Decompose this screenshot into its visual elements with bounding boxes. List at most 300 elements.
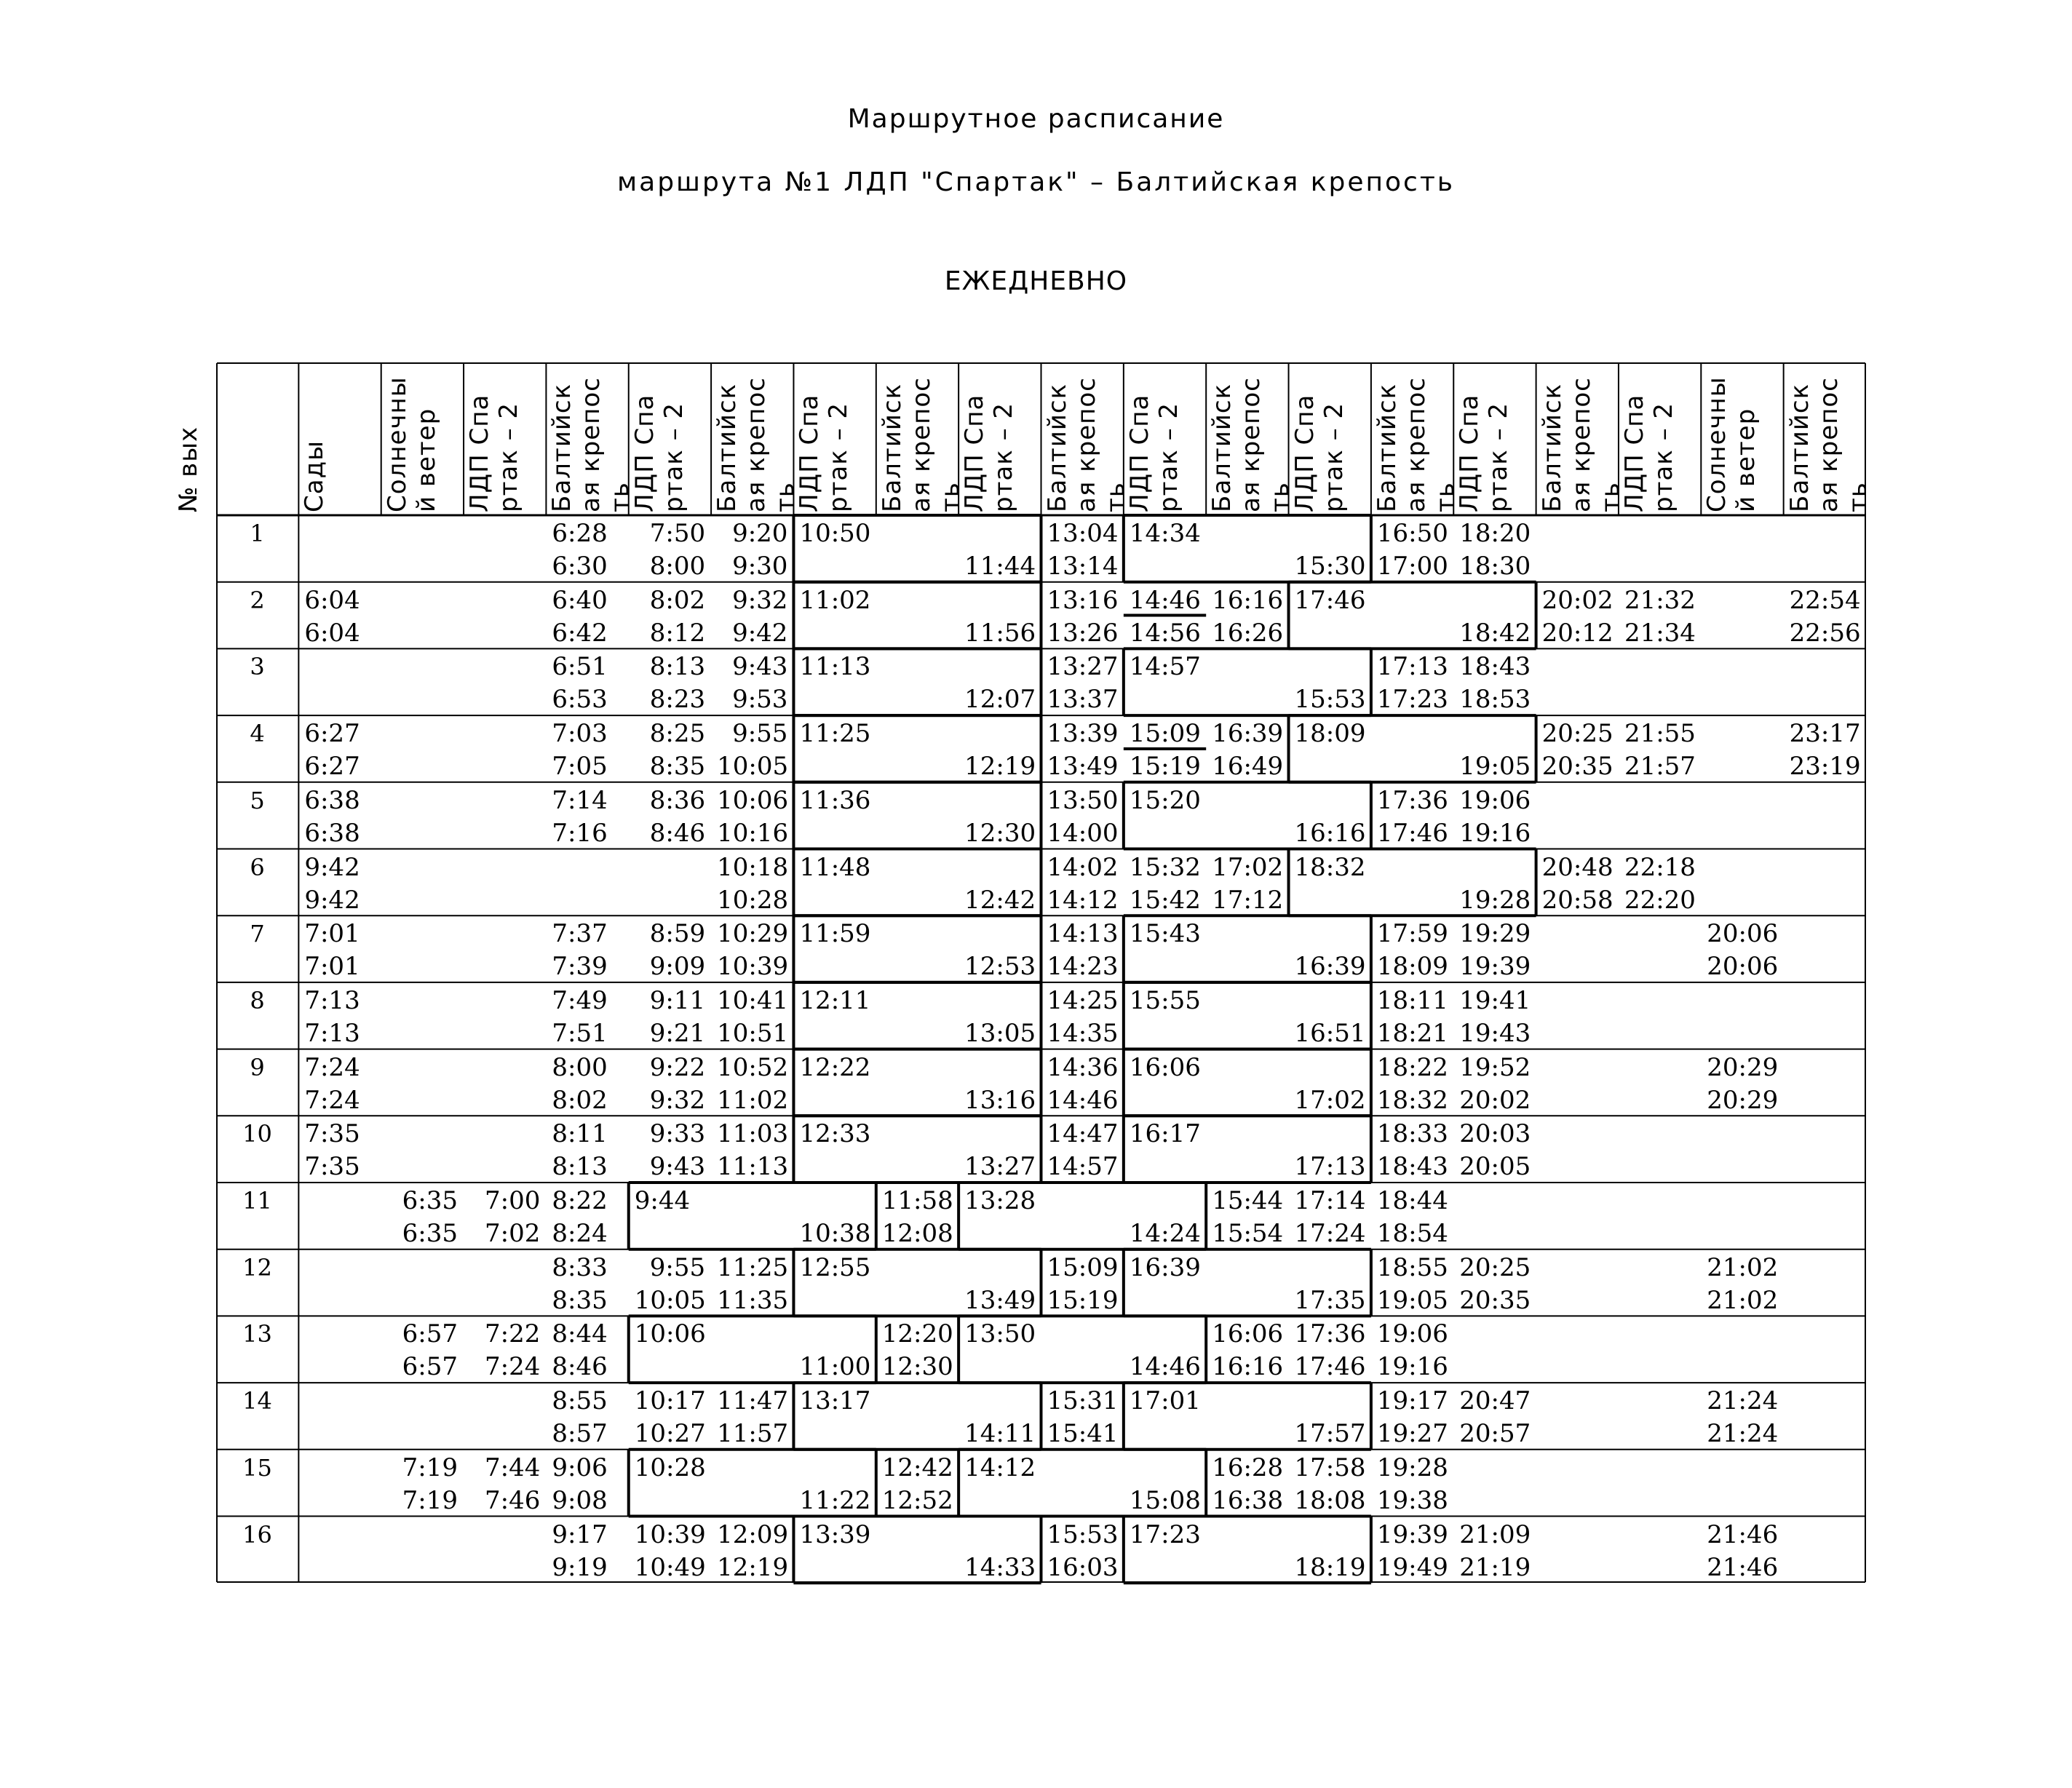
time-cell: 15:53 [1047, 1519, 1119, 1549]
column-header [632, 362, 710, 515]
time-cell: 11:58 [881, 1186, 953, 1215]
time-cell: 10:29 [717, 919, 789, 949]
time-cell: 7:14 [552, 785, 608, 815]
time-cell: 16:16 [1212, 585, 1284, 615]
time-cell: 6:53 [552, 685, 608, 715]
time-cell: 17:36 [1376, 785, 1448, 815]
time-cell: 21:57 [1624, 752, 1696, 782]
time-cell: 7:01 [304, 952, 360, 982]
column-header-label: ЛДП Спа ртак – 2 [465, 394, 524, 512]
time-cell: 14:12 [1047, 885, 1119, 915]
time-cell: 18:32 [1294, 852, 1366, 882]
time-cell: 18:22 [1376, 1052, 1448, 1082]
column-header [1372, 362, 1460, 515]
time-cell: 17:46 [1294, 1352, 1366, 1382]
time-cell: 8:23 [649, 685, 706, 715]
time-cell: 10:17 [634, 1386, 706, 1416]
column-header [467, 362, 544, 515]
time-cell: 7:24 [485, 1352, 541, 1382]
time-cell: 11:02 [799, 585, 871, 615]
time-cell: 11:13 [799, 652, 871, 682]
time-cell: 6:38 [304, 818, 360, 848]
time-cell: 21:34 [1624, 618, 1696, 648]
time-cell: 13:49 [1047, 752, 1119, 782]
time-cell: 11:13 [717, 1152, 789, 1182]
time-cell: 16:39 [1294, 952, 1366, 982]
time-cell: 17:12 [1212, 885, 1284, 915]
row-number: 7 [250, 920, 265, 948]
time-cell: 10:39 [717, 952, 789, 982]
column-header-label: ЛДП Спа ртак – 2 [1290, 394, 1349, 512]
column-header-label: ЛДП Спа ртак – 2 [1619, 394, 1678, 512]
time-cell: 9:09 [649, 952, 706, 982]
time-cell: 17:46 [1376, 818, 1448, 848]
time-cell: 13:05 [964, 1018, 1036, 1048]
time-cell: 20:29 [1707, 1052, 1779, 1082]
time-cell: 7:03 [552, 719, 608, 749]
time-cell: 15:53 [1294, 685, 1366, 715]
time-cell: 18:30 [1459, 552, 1531, 581]
time-cell: 19:39 [1459, 952, 1531, 982]
time-cell: 14:23 [1047, 952, 1119, 982]
column-header [796, 362, 874, 515]
time-cell: 12:42 [881, 1453, 953, 1482]
time-cell: 14:11 [964, 1419, 1036, 1449]
time-cell: 9:55 [732, 719, 788, 749]
time-cell: 8:55 [552, 1386, 608, 1416]
time-cell: 11:47 [717, 1386, 789, 1416]
time-cell: 8:25 [649, 719, 706, 749]
column-header [1537, 362, 1625, 515]
column-header-label: ЛДП Спа ртак – 2 [630, 394, 688, 512]
column-header-label: Балтийск ая крепос ть [1042, 377, 1130, 512]
time-cell: 8:13 [649, 652, 706, 682]
row-number: 3 [250, 653, 265, 681]
time-cell: 17:35 [1294, 1285, 1366, 1315]
time-cell: 9:22 [649, 1052, 706, 1082]
time-cell: 11:36 [799, 785, 871, 815]
row-number: 2 [250, 586, 265, 614]
time-cell: 19:52 [1459, 1052, 1531, 1082]
time-cell: 19:05 [1459, 752, 1531, 782]
time-cell: 13:17 [799, 1386, 871, 1416]
time-cell: 15:42 [1129, 885, 1201, 915]
time-cell: 7:35 [304, 1119, 360, 1149]
column-header [1704, 362, 1782, 515]
time-cell: 7:16 [552, 818, 608, 848]
time-cell: 7:05 [552, 752, 608, 782]
time-cell: 13:04 [1047, 519, 1119, 548]
time-cell: 14:34 [1129, 519, 1201, 548]
time-cell: 8:02 [552, 1085, 608, 1115]
time-cell: 20:29 [1707, 1085, 1779, 1115]
time-cell: 20:06 [1707, 919, 1779, 949]
time-cell: 7:13 [304, 985, 360, 1015]
time-cell: 22:18 [1624, 852, 1696, 882]
time-cell: 7:51 [552, 1018, 608, 1048]
time-cell: 8:12 [649, 618, 706, 648]
time-cell: 12:19 [964, 752, 1036, 782]
time-cell: 18:09 [1294, 719, 1366, 749]
time-cell: 16:16 [1294, 818, 1366, 848]
time-cell: 16:06 [1212, 1319, 1284, 1349]
time-cell: 17:00 [1376, 552, 1448, 581]
time-cell: 18:09 [1376, 952, 1448, 982]
time-cell: 7:24 [304, 1052, 360, 1082]
time-cell: 12:22 [799, 1052, 871, 1082]
time-cell: 22:54 [1789, 585, 1861, 615]
time-cell: 9:43 [649, 1152, 706, 1182]
time-cell: 20:58 [1541, 885, 1613, 915]
time-cell: 8:46 [552, 1352, 608, 1382]
time-cell: 11:59 [799, 919, 871, 949]
time-cell: 9:53 [732, 685, 788, 715]
time-cell: 22:56 [1789, 618, 1861, 648]
time-cell: 19:39 [1376, 1519, 1448, 1549]
time-cell: 13:39 [1047, 719, 1119, 749]
time-cell: 17:02 [1212, 852, 1284, 882]
time-cell: 11:02 [717, 1085, 789, 1115]
time-cell: 13:37 [1047, 685, 1119, 715]
time-cell: 20:48 [1541, 852, 1613, 882]
time-cell: 12:20 [881, 1319, 953, 1349]
time-cell: 15:19 [1129, 752, 1201, 782]
time-cell: 20:25 [1459, 1252, 1531, 1282]
row-number: 1 [250, 520, 265, 547]
time-cell: 6:57 [402, 1352, 459, 1382]
time-cell: 18:20 [1459, 519, 1531, 548]
time-cell: 14:46 [1129, 1352, 1201, 1382]
time-cell: 10:52 [717, 1052, 789, 1082]
row-number: 12 [242, 1253, 272, 1282]
time-cell: 18:42 [1459, 618, 1531, 648]
column-header [384, 362, 462, 515]
time-cell: 19:43 [1459, 1018, 1531, 1048]
time-cell: 19:29 [1459, 919, 1531, 949]
time-cell: 16:28 [1212, 1453, 1284, 1482]
time-cell: 12:07 [964, 685, 1036, 715]
time-cell: 15:32 [1129, 852, 1201, 882]
time-cell: 15:08 [1129, 1485, 1201, 1515]
time-cell: 20:02 [1541, 585, 1613, 615]
time-cell: 9:11 [649, 985, 706, 1015]
time-cell: 15:31 [1047, 1386, 1119, 1416]
row-number: 14 [242, 1387, 272, 1415]
time-cell: 8:46 [649, 818, 706, 848]
time-cell: 10:05 [634, 1285, 706, 1315]
time-cell: 23:19 [1789, 752, 1861, 782]
time-cell: 12:55 [799, 1252, 871, 1282]
row-number: 6 [250, 853, 265, 881]
time-cell: 6:04 [304, 618, 360, 648]
time-cell: 15:19 [1047, 1285, 1119, 1315]
time-cell: 10:06 [634, 1319, 706, 1349]
time-cell: 10:39 [634, 1519, 706, 1549]
route-subtitle: маршрута №1 ЛДП "Спартак" – Балтийская крепость [616, 167, 1456, 197]
time-cell: 6:42 [552, 618, 608, 648]
time-cell: 10:51 [717, 1018, 789, 1048]
time-cell: 20:05 [1459, 1152, 1531, 1182]
time-cell: 21:24 [1707, 1419, 1779, 1449]
time-cell: 8:11 [552, 1119, 608, 1149]
time-cell: 6:27 [304, 719, 360, 749]
time-cell: 8:35 [649, 752, 706, 782]
time-cell: 19:41 [1459, 985, 1531, 1015]
time-cell: 21:24 [1707, 1386, 1779, 1416]
column-header-label: Сады [300, 440, 330, 512]
time-cell: 21:32 [1624, 585, 1696, 615]
time-cell: 16:26 [1212, 618, 1284, 648]
time-cell: 11:00 [799, 1352, 871, 1382]
time-cell: 14:33 [964, 1552, 1036, 1582]
time-cell: 18:43 [1459, 652, 1531, 682]
time-cell: 8:00 [649, 552, 706, 581]
time-cell: 17:46 [1294, 585, 1366, 615]
time-cell: 9:42 [304, 852, 360, 882]
time-cell: 9:19 [552, 1552, 608, 1582]
time-cell: 13:39 [799, 1519, 871, 1549]
time-cell: 14:13 [1047, 919, 1119, 949]
time-cell: 7:24 [304, 1085, 360, 1115]
time-cell: 9:06 [552, 1453, 608, 1482]
time-cell: 21:02 [1707, 1252, 1779, 1282]
time-cell: 14:36 [1047, 1052, 1119, 1082]
column-header-label: Балтийск ая крепос ть [1537, 377, 1625, 512]
row-number: 10 [242, 1120, 272, 1148]
time-cell: 20:06 [1707, 952, 1779, 982]
time-cell: 9:55 [649, 1252, 706, 1282]
table-grid [216, 362, 1866, 1583]
time-cell: 7:50 [649, 519, 706, 548]
time-cell: 22:20 [1624, 885, 1696, 915]
time-cell: 19:17 [1376, 1386, 1448, 1416]
time-cell: 12:33 [799, 1119, 871, 1149]
time-cell: 19:27 [1376, 1419, 1448, 1449]
time-cell: 7:00 [485, 1186, 541, 1215]
time-cell: 19:28 [1376, 1453, 1448, 1482]
time-cell: 20:35 [1541, 752, 1613, 782]
column-header [1785, 362, 1873, 515]
time-cell: 16:16 [1212, 1352, 1284, 1382]
time-cell: 8:57 [552, 1419, 608, 1449]
time-cell: 7:13 [304, 1018, 360, 1048]
time-cell: 9:32 [649, 1085, 706, 1115]
time-cell: 10:28 [717, 885, 789, 915]
time-cell: 14:46 [1129, 585, 1201, 615]
time-cell: 7:19 [402, 1453, 459, 1482]
time-cell: 9:30 [732, 552, 788, 581]
time-cell: 21:02 [1707, 1285, 1779, 1315]
time-cell: 13:27 [1047, 652, 1119, 682]
time-cell: 9:42 [304, 885, 360, 915]
time-cell: 16:51 [1294, 1018, 1366, 1048]
column-header-label: ЛДП Спа ртак – 2 [1124, 394, 1183, 512]
time-cell: 9:17 [552, 1519, 608, 1549]
time-cell: 7:44 [485, 1453, 541, 1482]
time-cell: 10:18 [717, 852, 789, 882]
time-cell: 13:16 [964, 1085, 1036, 1115]
time-cell: 7:22 [485, 1319, 541, 1349]
column-header-label: ЛДП Спа ртак – 2 [960, 394, 1019, 512]
time-cell: 12:30 [964, 818, 1036, 848]
time-cell: 9:42 [732, 618, 788, 648]
time-cell: 20:02 [1459, 1085, 1531, 1115]
document-title: Маршрутное расписание [847, 104, 1225, 134]
time-cell: 10:27 [634, 1419, 706, 1449]
time-cell: 14:02 [1047, 852, 1119, 882]
column-header [1124, 362, 1204, 515]
time-cell: 9:32 [732, 585, 788, 615]
time-cell: 17:57 [1294, 1419, 1366, 1449]
time-cell: 12:42 [964, 885, 1036, 915]
time-cell: 16:39 [1129, 1252, 1201, 1282]
time-cell: 12:52 [881, 1485, 953, 1515]
time-cell: 10:06 [717, 785, 789, 815]
time-cell: 8:02 [649, 585, 706, 615]
column-header [1292, 362, 1370, 515]
time-cell: 9:33 [649, 1119, 706, 1149]
time-cell: 11:48 [799, 852, 871, 882]
time-cell: 15:09 [1129, 719, 1201, 749]
time-cell: 15:20 [1129, 785, 1201, 815]
time-cell: 16:38 [1212, 1485, 1284, 1515]
time-cell: 13:26 [1047, 618, 1119, 648]
frequency-label: ЕЖЕДНЕВНО [944, 266, 1128, 296]
column-header [961, 362, 1039, 515]
time-cell: 14:57 [1047, 1152, 1119, 1182]
time-cell: 13:50 [1047, 785, 1119, 815]
time-cell: 13:50 [964, 1319, 1036, 1349]
column-header-label: Балтийск ая крепос ть [1372, 377, 1460, 512]
time-cell: 11:44 [964, 552, 1036, 581]
time-cell: 19:16 [1376, 1352, 1448, 1382]
time-cell: 7:19 [402, 1485, 459, 1515]
time-cell: 13:14 [1047, 552, 1119, 581]
time-cell: 17:23 [1129, 1519, 1201, 1549]
time-cell: 19:38 [1376, 1485, 1448, 1515]
column-header [1042, 362, 1130, 515]
time-cell: 17:13 [1376, 652, 1448, 682]
time-cell: 9:43 [732, 652, 788, 682]
time-cell: 8:35 [552, 1285, 608, 1315]
time-cell: 8:36 [649, 785, 706, 815]
time-cell: 12:09 [717, 1519, 789, 1549]
column-header [1207, 362, 1295, 515]
column-header [1619, 362, 1699, 515]
time-cell: 7:02 [485, 1219, 541, 1248]
time-cell: 14:24 [1129, 1219, 1201, 1248]
time-cell: 15:55 [1129, 985, 1201, 1015]
time-cell: 18:21 [1376, 1018, 1448, 1048]
time-cell: 20:57 [1459, 1419, 1531, 1449]
time-cell: 14:12 [964, 1453, 1036, 1482]
time-cell: 7:49 [552, 985, 608, 1015]
time-cell: 10:41 [717, 985, 789, 1015]
time-cell: 13:27 [964, 1152, 1036, 1182]
row-number: 16 [242, 1520, 272, 1549]
time-cell: 10:28 [634, 1453, 706, 1482]
column-header-label: Балтийск ая крепос ть [1207, 377, 1295, 512]
time-cell: 20:12 [1541, 618, 1613, 648]
time-cell: 12:11 [799, 985, 871, 1015]
time-cell: 12:30 [881, 1352, 953, 1382]
time-cell: 16:49 [1212, 752, 1284, 782]
time-cell: 10:05 [717, 752, 789, 782]
time-cell: 17:59 [1376, 919, 1448, 949]
time-cell: 15:44 [1212, 1186, 1284, 1215]
time-cell: 16:17 [1129, 1119, 1201, 1149]
column-header-label: Балтийск ая крепос ть [713, 377, 801, 512]
column-header-label: Балтийск ая крепос ть [877, 377, 965, 512]
column-header [547, 362, 635, 515]
column-header-label: Солнечны й ветер [1702, 376, 1761, 512]
time-cell: 12:08 [881, 1219, 953, 1248]
row-number: 9 [250, 1053, 265, 1081]
time-cell: 18:53 [1459, 685, 1531, 715]
time-cell: 6:35 [402, 1219, 459, 1248]
time-cell: 21:46 [1707, 1552, 1779, 1582]
row-number: 8 [250, 986, 265, 1014]
time-cell: 7:01 [304, 919, 360, 949]
time-cell: 10:16 [717, 818, 789, 848]
time-cell: 16:03 [1047, 1552, 1119, 1582]
time-cell: 9:44 [634, 1186, 691, 1215]
time-cell: 14:47 [1047, 1119, 1119, 1149]
time-cell: 13:16 [1047, 585, 1119, 615]
column-header [1456, 362, 1534, 515]
row-number: 11 [242, 1187, 272, 1215]
time-cell: 8:59 [649, 919, 706, 949]
time-cell: 21:09 [1459, 1519, 1531, 1549]
time-cell: 6:27 [304, 752, 360, 782]
time-cell: 11:25 [799, 719, 871, 749]
time-cell: 15:54 [1212, 1219, 1284, 1248]
time-cell: 6:40 [552, 585, 608, 615]
time-cell: 10:50 [799, 519, 871, 548]
time-cell: 14:46 [1047, 1085, 1119, 1115]
time-cell: 10:49 [634, 1552, 706, 1582]
time-cell: 14:56 [1129, 618, 1201, 648]
time-cell: 7:46 [485, 1485, 541, 1515]
row-number: 5 [250, 786, 265, 814]
row-number: 13 [242, 1320, 272, 1348]
time-cell: 18:44 [1376, 1186, 1448, 1215]
time-cell: 6:38 [304, 785, 360, 815]
time-cell: 18:11 [1376, 985, 1448, 1015]
time-cell: 11:25 [717, 1252, 789, 1282]
time-cell: 17:13 [1294, 1152, 1366, 1182]
time-cell: 7:37 [552, 919, 608, 949]
time-cell: 12:53 [964, 952, 1036, 982]
time-cell: 21:19 [1459, 1552, 1531, 1582]
column-header-label: № вых [174, 426, 203, 512]
time-cell: 21:55 [1624, 719, 1696, 749]
time-cell: 18:43 [1376, 1152, 1448, 1182]
time-cell: 7:39 [552, 952, 608, 982]
time-cell: 18:33 [1376, 1119, 1448, 1149]
time-cell: 21:46 [1707, 1519, 1779, 1549]
time-cell: 6:28 [552, 519, 608, 548]
time-cell: 20:03 [1459, 1119, 1531, 1149]
column-header-label: ЛДП Спа ртак – 2 [1455, 394, 1514, 512]
time-cell: 17:01 [1129, 1386, 1201, 1416]
time-cell: 13:28 [964, 1186, 1036, 1215]
time-cell: 15:09 [1047, 1252, 1119, 1282]
time-cell: 8:22 [552, 1186, 608, 1215]
schedule-table [174, 362, 1873, 1583]
time-cell: 8:33 [552, 1252, 608, 1282]
column-header-label: ЛДП Спа ртак – 2 [795, 394, 854, 512]
